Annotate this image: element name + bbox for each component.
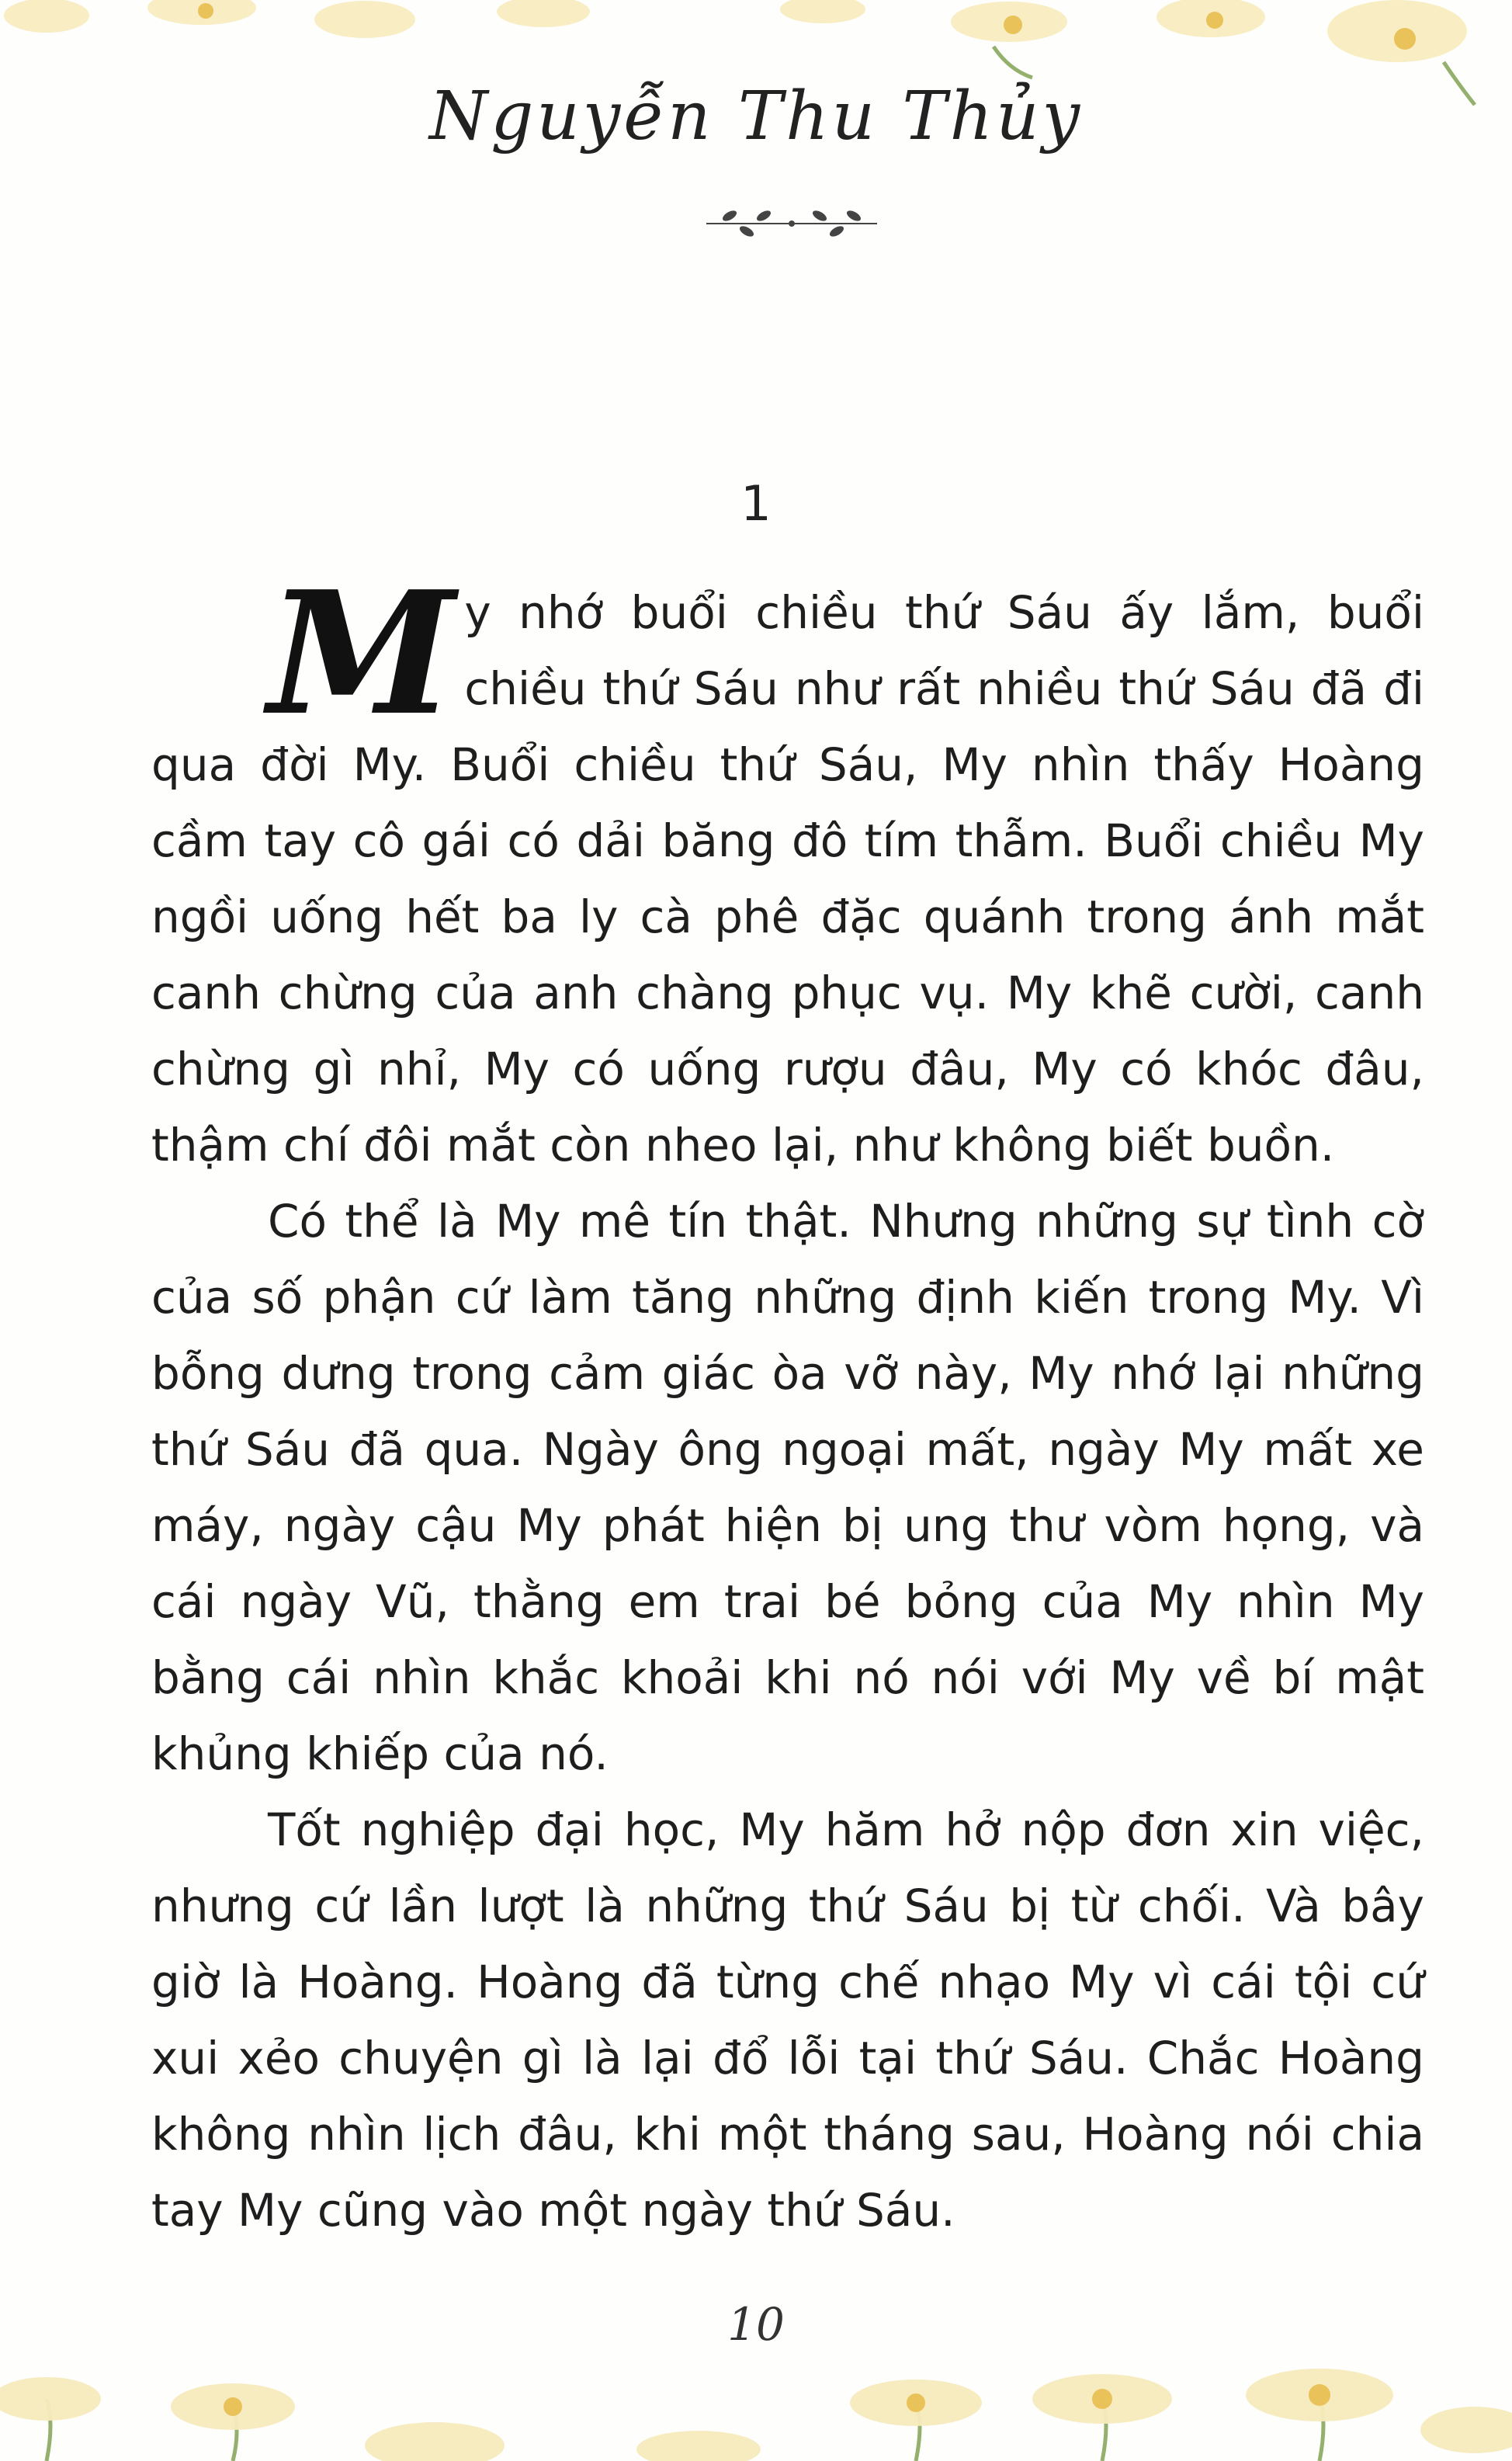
chapter-number: 1 <box>740 475 772 532</box>
paragraph-3: Tốt nghiệp đại học, My hăm hở nộp đơn xin việc, nhưng cứ lần lượt là những thứ Sáu bị từ chối. Và bây giờ là Hoàng. Hoàng đã từng chế nhạo My vì cái tội cứ xui xẻo chuyện gì là lại đổ lỗi tại thứ Sáu. Chắc Hoàng không nhìn lịch đâu, khi một tháng sau, Hoàng nói chia tay My cũng vào một ngày thứ Sáu. <box>151 1803 1424 2237</box>
chapter-body <box>151 554 1424 2248</box>
leaf-ornament-icon <box>699 200 885 247</box>
paragraph-1 <box>151 554 1424 1183</box>
drop-cap: M <box>268 554 456 753</box>
paragraph-1-text: y nhớ buổi chiều thứ Sáu ấy lắm, buổi chiều thứ Sáu như rất nhiều thứ Sáu đã đi qua đời My. Buổi chiều thứ Sáu, My nhìn thấy Hoàng cầm tay cô gái có dải băng đô tím thẫm. Buổi chiều My ngồi uống hết ba ly cà phê đặc quánh trong ánh mắt canh chừng của anh chàng phục vụ. My khẽ cười, canh chừng gì nhỉ, My có uống rượu đâu, My có khóc đâu, thậm chí đôi mắt còn nheo lại, như không biết buồn. <box>151 586 1424 1171</box>
page-number: 10 <box>727 2298 785 2351</box>
paragraph-2: Có thể là My mê tín thật. Nhưng những sự tình cờ của số phận cứ làm tăng những định kiến trong My. Vì bỗng dưng trong cảm giác òa vỡ này, My nhớ lại những thứ Sáu đã qua. Ngày ông ngoại mất, ngày My mất xe máy, ngày cậu My phát hiện bị ung thư vòm họng, và cái ngày Vũ, thằng em trai bé bỏng của My nhìn My bằng cái nhìn khắc khoải khi nó nói với My về bí mật khủng khiếp của nó. <box>151 1195 1424 1780</box>
bottom-flower-border <box>0 2329 1512 2461</box>
flower-border-bottom-art <box>0 2329 1512 2461</box>
author-name: Nguyễn Thu Thủy <box>428 78 1084 155</box>
